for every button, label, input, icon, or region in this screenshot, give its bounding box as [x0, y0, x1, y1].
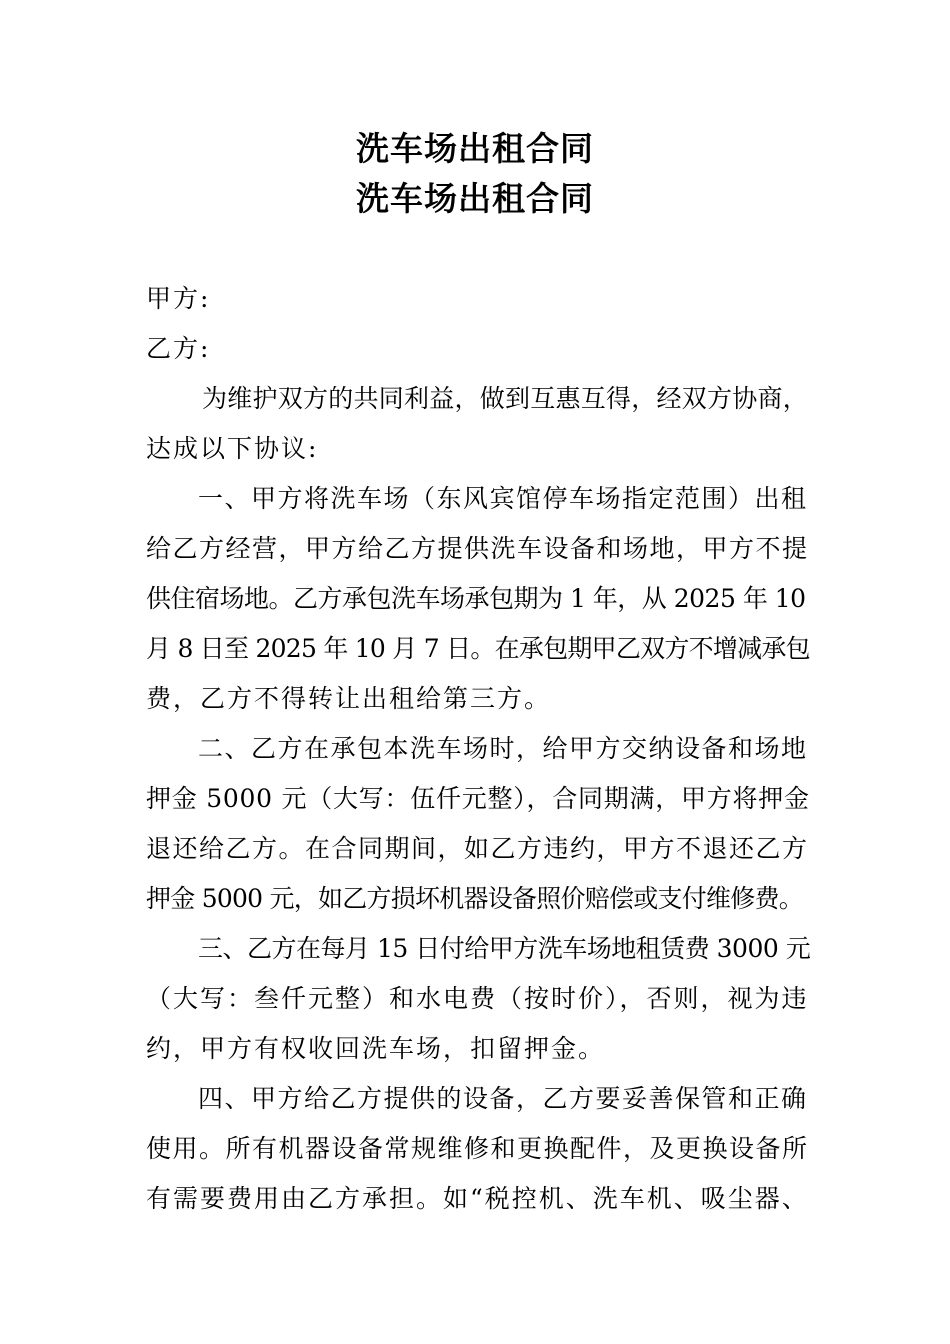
- clause-1-line-4: 月 8 日至 2025 年 10 月 7 日。在承包期甲乙双方不增减承包: [146, 634, 810, 663]
- title-block: [0, 124, 950, 224]
- clause-4-line-3: 有需要费用由乙方承担。如“税控机、洗车机、吸尘器、: [146, 1184, 809, 1213]
- document-title-repeat: 洗车场出租合同: [356, 179, 594, 218]
- clause-1-line-5: 费，乙方不得转让出租给第三方。: [146, 684, 552, 713]
- clause-4-line-1: 四、甲方给乙方提供的设备，乙方要妥善保管和正确: [198, 1084, 808, 1113]
- clause-4-line-2: 使用。所有机器设备常规维修和更换配件，及更换设备所: [146, 1134, 809, 1163]
- clause-3-line-2: （大写：叁仟元整）和水电费（按时价），否则，视为违: [146, 984, 809, 1013]
- clause-1-line-3: 供住宿场地。乙方承包洗车场承包期为 1 年，从 2025 年 10: [146, 584, 806, 613]
- document-body: [146, 274, 810, 1224]
- preamble-line-1: 为维护双方的共同利益，做到互惠互得，经双方协商，: [202, 384, 809, 413]
- document-title: 洗车场出租合同: [356, 129, 594, 168]
- clause-3-line-3: 约，甲方有权收回洗车场，扣留押金。: [146, 1034, 606, 1063]
- clause-2-line-2: 押金 5000 元（大写：伍仟元整），合同期满，甲方将押金: [146, 784, 810, 813]
- clause-1-line-2: 给乙方经营，甲方给乙方提供洗车设备和场地，甲方不提: [146, 534, 809, 563]
- preamble-line-2: 达成以下协议:: [146, 434, 319, 463]
- party-b-label: 乙方:: [146, 334, 211, 363]
- clause-1-line-1: 一、甲方将洗车场（东风宾馆停车场指定范围）出租: [198, 484, 808, 513]
- clause-3-line-1: 三、乙方在每月 15 日付给甲方洗车场地租赁费 3000 元: [198, 934, 811, 963]
- clause-2-line-3: 退还给乙方。在合同期间，如乙方违约，甲方不退还乙方: [146, 834, 809, 863]
- party-a-label: 甲方:: [146, 284, 211, 313]
- clause-2-line-1: 二、乙方在承包本洗车场时，给甲方交纳设备和场地: [198, 734, 808, 763]
- clause-2-line-4: 押金 5000 元，如乙方损坏机器设备照价赔偿或支付维修费。: [146, 884, 804, 913]
